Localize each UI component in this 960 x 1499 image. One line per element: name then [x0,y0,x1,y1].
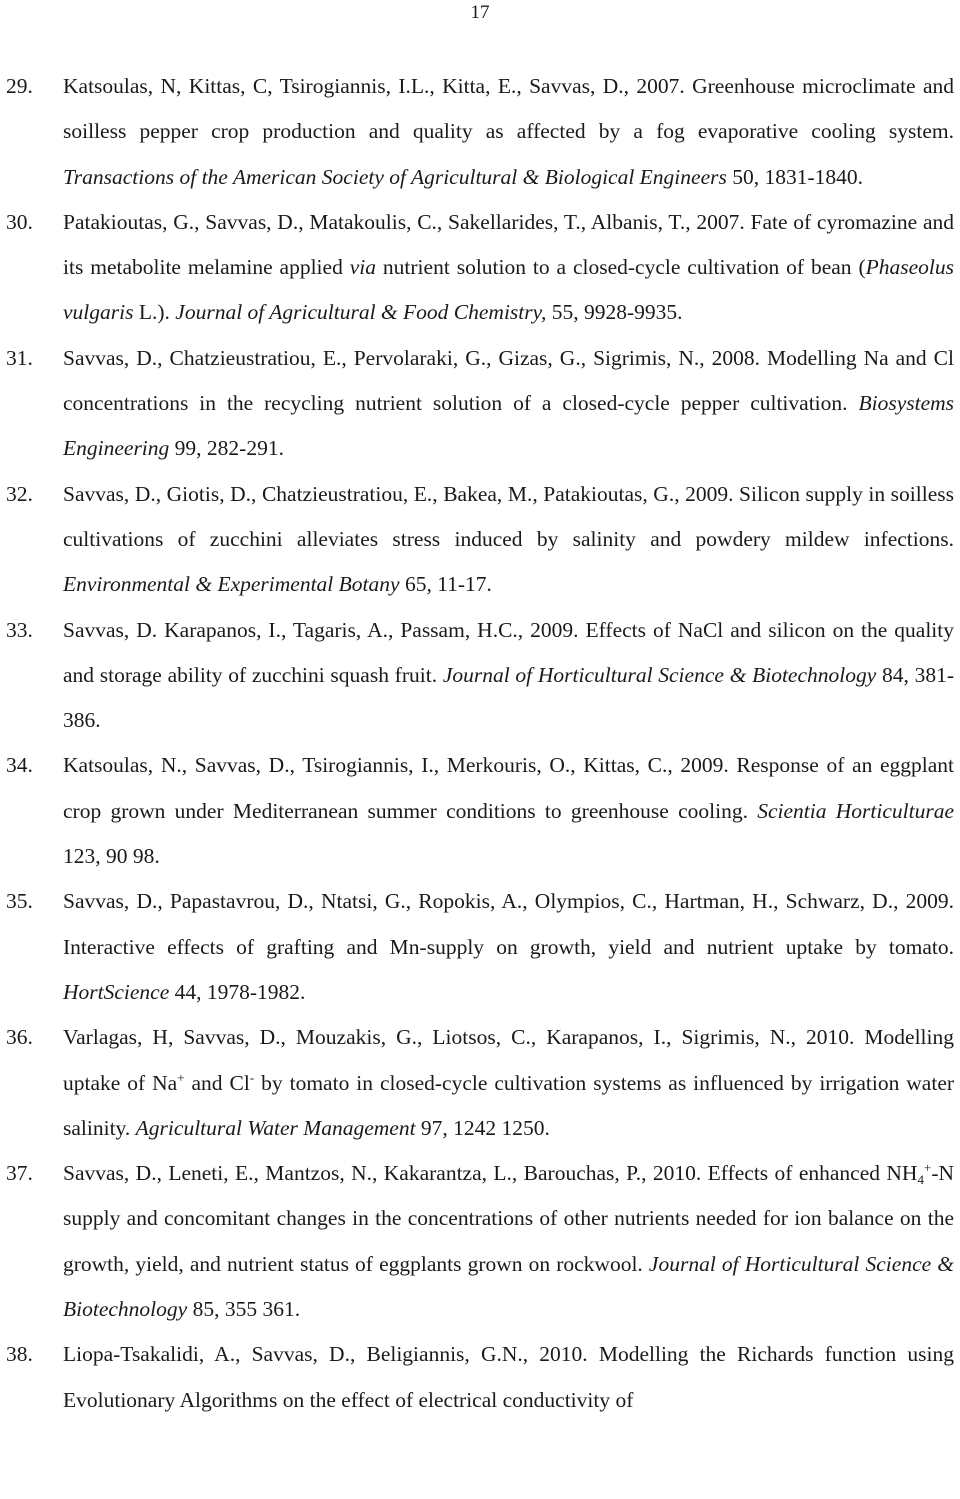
subscript-four: 4 [917,1172,924,1188]
reference-details: 55, 9928-9935. [551,300,683,325]
reference-journal: Biosystems Engineering [63,391,955,461]
reference-title: nutrient solution to a closed-cycle cultivation of bean ( [382,255,866,280]
reference-authors: Katsoulas, N, Kittas, C, Tsirogiannis, I.L., Kitta, E., Savvas, D., 2007. [63,74,685,98]
reference-title: Effects of enhanced NH [707,1161,918,1186]
superscript-plus: + [923,1160,932,1176]
reference-details: 84, 381-386. [63,662,955,733]
reference-journal: Journal of Horticultural Science & Biotechnology [442,662,877,687]
reference-journal: Scientia Horticulturae [757,798,955,823]
reference-number: 37. [6,1161,33,1186]
reference-details: 97, 1242 1250. [420,1115,550,1140]
reference-title: Greenhouse microclimate and soilless pepper crop production and quality as affected by a fog evaporative cooling system. [63,74,955,144]
reference-details: 123, 90 98. [63,844,160,869]
reference-authors: Savvas, D., Giotis, D., Chatzieustratiou, E., Bakea, M., Patakioutas, G., 2009. [63,481,734,506]
superscript-minus: - [249,1069,255,1085]
reference-number: 34. [6,753,33,778]
reference-authors: Katsoulas, N., Savvas, D., Tsirogiannis, I., Merkouris, O., Kittas, C., 2009. [63,753,729,778]
reference-journal: Environmental & Experimental Botany [63,572,400,597]
reference-item [0,1332,960,1423]
reference-title: Silicon supply in soilless cultivations of zucchini alleviates stress induced by salinity and powdery mildew infections. [63,481,954,551]
reference-number: 33. [6,617,33,642]
page-number: 17 [470,2,490,23]
reference-authors: Savvas, D. Karapanos, I., Tagaris, A., Passam, H.C., 2009. [63,617,579,642]
reference-journal: Agricultural Water Management [135,1115,416,1140]
reference-authors: Patakioutas, G., Savvas, D., Matakoulis, C., Sakellarides, T., Albanis, T., 2007. [63,209,745,234]
reference-species: Phaseolus vulgaris [63,255,954,325]
reference-item [0,472,960,608]
reference-title: Modelling the Richards function using Evolutionary Algorithms on the effect of electrical conductivity of [63,1342,954,1412]
reference-title: Modelling uptake of Na [63,1025,954,1095]
reference-details: 85, 355 361. [192,1297,301,1322]
reference-item [0,200,960,336]
reference-title: Response of an eggplant crop grown under Mediterranean summer conditions to greenhouse cooling. [63,753,955,823]
reference-journal: HortScience [63,979,170,1004]
reference-authors: Varlagas, H, Savvas, D., Mouzakis, G., Liotsos, C., Karapanos, I., Sigrimis, N., 2010. [63,1025,855,1050]
reference-details: 99, 282-291. [174,436,284,461]
reference-title: Interactive effects of grafting and Mn-supply on growth, yield and nutrient uptake by tomato. [63,934,954,959]
reference-number: 30. [6,209,33,234]
reference-title: L.). [138,300,170,325]
reference-authors: Savvas, D., Papastavrou, D., Ntatsi, G., Ropokis, A., Olympios, C., Hartman, H., Schwarz, D., 2009. [63,889,954,914]
reference-title: -N supply and concomitant changes in the concentrations of other nutrients needed for ion balance on the growth, yield, and nutrient status of eggplants grown on rockwool. [63,1161,954,1276]
reference-number: 36. [6,1025,33,1050]
reference-title-italic: via [349,255,377,280]
reference-title: and Cl [191,1070,250,1095]
reference-authors: Savvas, D., Chatzieustratiou, E., Pervolaraki, G., Gizas, G., Sigrimis, N., 2008. [63,345,760,370]
reference-journal: Journal of Agricultural & Food Chemistry, [175,300,547,325]
reference-item [0,608,960,744]
reference-details: 65, 11-17. [404,572,492,597]
reference-number: 31. [6,345,33,370]
reference-authors: Liopa-Tsakalidi, A., Savvas, D., Beligiannis, G.N., 2010. [63,1342,588,1367]
reference-authors: Savvas, D., Leneti, E., Mantzos, N., Kakarantza, L., Barouchas, P., 2010. [63,1161,702,1186]
reference-number: 38. [6,1342,33,1367]
reference-item [0,1151,960,1332]
reference-number: 35. [6,889,33,914]
reference-title: by tomato in closed-cycle cultivation systems as influenced by irrigation water salinity. [63,1070,955,1140]
reference-journal: Transactions of the American Society of Agricultural & Biological Engineers [63,164,727,189]
reference-list [0,64,960,1423]
reference-title: Effects of NaCl and silicon on the quality and storage ability of zucchini squash fruit. [63,617,954,687]
reference-item [0,336,960,472]
superscript-plus: + [177,1069,185,1085]
reference-title: Modelling Na and Cl concentrations in the recycling nutrient solution of a closed-cycle pepper cultivation. [63,345,954,416]
reference-number: 32. [6,481,33,506]
reference-item [0,64,960,200]
reference-details: 44, 1978-1982. [174,979,306,1004]
reference-number: 29. [6,74,33,98]
reference-item [0,879,960,1015]
reference-journal: Journal of Horticultural Science & Biotechnology [63,1251,954,1322]
reference-item [0,743,960,879]
reference-details: 50, 1831-1840. [732,164,864,189]
reference-item [0,1015,960,1151]
reference-title: Fate of cyromazine and its metabolite melamine applied [63,209,954,280]
